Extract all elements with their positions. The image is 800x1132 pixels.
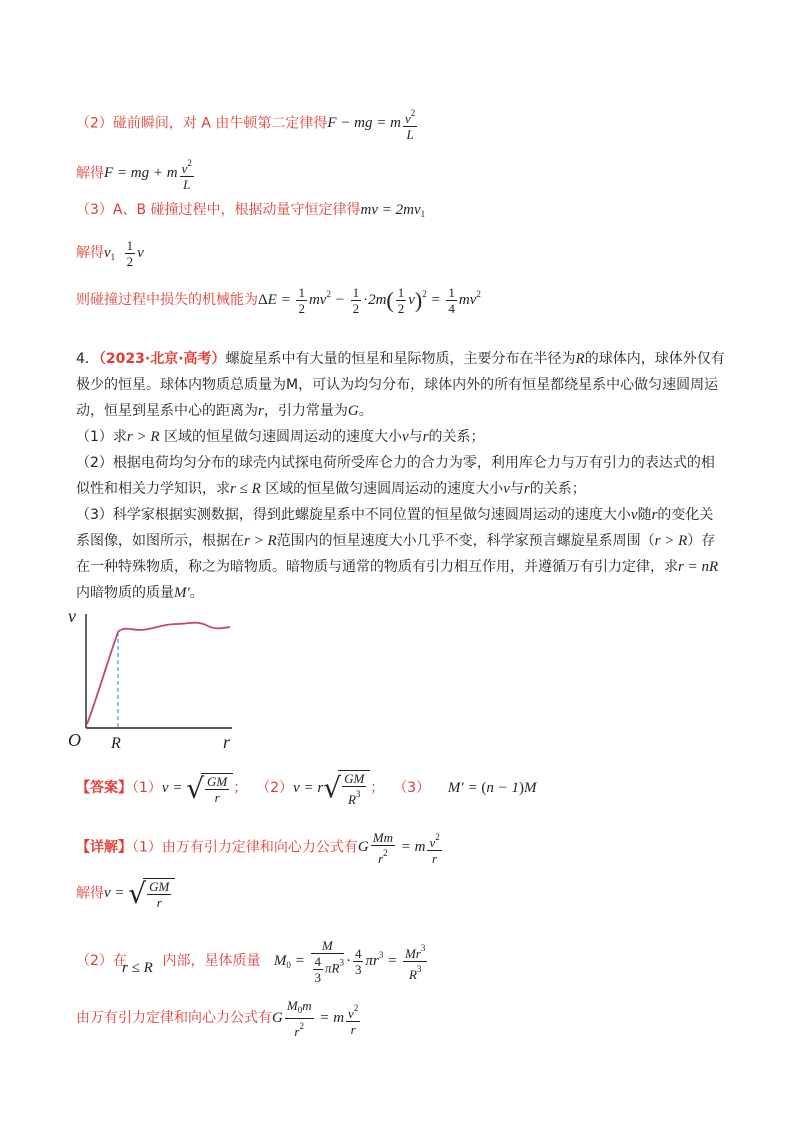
q4-sub3-line3	[76, 554, 736, 580]
q4-sub3-line4b: 。	[189, 585, 204, 601]
q4-sub3-line1a: （3）科学家根据实测数据，得到此螺旋星系中不同位置的恒星做匀速圆周运动的速度大小	[76, 507, 631, 523]
math-r-gt-R: r > R	[126, 429, 160, 445]
detail-p3: 由万有引力定律和向心力公式有	[76, 1009, 272, 1026]
q4-sub1d: 的关系；	[428, 429, 485, 445]
detail-p2b: 内部，星体质量	[162, 952, 261, 969]
answer-sep: ；	[370, 779, 385, 796]
detail-p2-condition: r ≤ R	[122, 960, 153, 976]
answer-sep: ；	[233, 779, 248, 796]
q4-stem-1b: 的球体内，球体外仅有	[584, 351, 725, 367]
math-R: R	[575, 351, 585, 367]
detail-line-3	[76, 998, 362, 1039]
q4-stem-3c: 。	[358, 403, 373, 419]
answer-formula-2: v = r√ $\frac{GM}{R^3}$	[293, 780, 370, 796]
part2-line	[76, 106, 419, 142]
solve-label: 解得	[76, 244, 104, 261]
q4-sub1a: （1）求	[76, 429, 127, 445]
q4-line-2: 极少的恒星。球体内物质总质量为M，可认为均匀分布，球体内外的所有恒星都绕星系中心做匀速圆周运	[76, 377, 719, 393]
q4-stem-1: 螺旋星系中有大量的恒星和星际物质，主要分布在半径为	[225, 351, 576, 367]
q4-sub2-line2b: 区域的恒星做匀速圆周运动的速度大小	[265, 481, 504, 497]
q4-stem-3a: 动，恒星到星系中心的距离为	[76, 403, 258, 419]
question-number: 4．	[76, 351, 99, 367]
velocity-radius-graph	[66, 606, 246, 756]
solve-label: 解得	[76, 165, 104, 182]
answer-p1: （1）	[132, 779, 162, 796]
q4-line-1	[76, 346, 736, 372]
math-v: v	[402, 429, 409, 445]
answer-p3: （3）	[393, 779, 431, 796]
detail-solve-line	[76, 878, 175, 910]
question-4	[76, 346, 736, 606]
momentum-formula: mv = $2mv_1$	[360, 202, 426, 219]
R-tick-label: R	[111, 735, 121, 752]
math-r: r	[523, 481, 530, 497]
q4-sub2-line2c: 与	[509, 481, 524, 497]
q4-sub3-line2a: 系图像，如图所示，根据在	[76, 533, 244, 549]
detail-solve-formula: v = √ $\frac{GM}{r}$	[104, 885, 175, 901]
energy-loss-text: 则碰撞过程中损失的机械能为	[76, 292, 258, 308]
q4-sub3-line4	[76, 580, 736, 606]
q4-sub3-line1	[76, 502, 736, 528]
math-r: r	[651, 507, 658, 523]
math-r: r	[258, 403, 264, 419]
answer-formula-3: M′ = (n − 1)M	[447, 779, 537, 796]
q4-stem-3b: ，引力常量为	[263, 403, 348, 419]
q4-sub3-line3a: 在一种特殊物质，称之为暗物质。暗物质与通常的物质有引力相互作用，并遵循万有引力定律，求	[76, 559, 678, 575]
detail-p1: （1）由万有引力定律和向心力公式有	[132, 839, 358, 856]
q4-sub2-line2d: 的关系；	[529, 481, 586, 497]
math-M-prime: M′	[174, 585, 190, 601]
v1-formula: $v_1$ $\frac{1}{2}$ v	[104, 238, 144, 269]
part2-result-formula: F = mg + m $\frac{v^2}{L}$	[104, 158, 192, 192]
q4-sub1b: 区域的恒星做匀速圆周运动的速度大小	[164, 429, 402, 445]
part2-text: （2）碰前瞬间，对 A 由牛顿第二定律得	[76, 115, 328, 132]
q4-line-3	[76, 398, 736, 424]
q4-sub3-line1b: 随	[637, 507, 652, 523]
energy-loss-line	[76, 284, 481, 316]
detail-tag: 【详解】	[76, 839, 132, 856]
math-G: G	[347, 403, 359, 419]
q4-sub3-line2	[76, 528, 736, 554]
q4-sub2-line2a: 似性和相关力学知识，求	[76, 481, 230, 497]
part3-solve-line	[76, 238, 144, 269]
v-axis-label: v	[68, 606, 76, 626]
math-v: v	[630, 507, 638, 523]
q4-sub3-line4a: 内暗物质的质量	[76, 585, 174, 601]
answer-line	[76, 770, 536, 807]
q4-sub1	[76, 424, 736, 450]
detail-formula-3: G $\frac{M_0m}{r^2}$ = m $\frac{v^2}{r}$	[272, 998, 359, 1039]
detail-formula-1: G $\frac{Mm}{r^2}$ = m $\frac{v^2}{r}$	[357, 830, 440, 866]
origin-label: O	[68, 730, 81, 750]
math-v: v	[503, 481, 510, 497]
question-source: （2023·北京·高考）	[98, 351, 226, 367]
q4-sub3-line2b: 范围内的恒星速度大小几乎不变，科学家预言螺旋星系周围（	[276, 533, 655, 549]
part2-formula: F − mg = m $\frac{v^2}{L}$	[327, 108, 416, 142]
math-r-gt-R: r > R	[654, 533, 688, 549]
q4-sub1c: 与	[408, 429, 423, 445]
solve-label: 解得	[76, 885, 104, 902]
answer-formula-1: v = √ $\frac{GM}{r}$	[162, 780, 233, 796]
q4-sub2-line1: （2）根据电荷均匀分布的球壳内试探电荷所受库仑力的合力为零，利用库仑力与万有引力的表达式的相	[76, 455, 715, 471]
part3-text: （3）A、B 碰撞过程中，根据动量守恒定律得	[76, 202, 361, 218]
detail-p2a: （2）在	[76, 952, 127, 969]
part3-line	[76, 200, 425, 224]
part2-solve-line	[76, 156, 196, 192]
velocity-curve	[87, 623, 230, 724]
detail-line-1	[76, 830, 444, 866]
q4-sub3-line1c: 的变化关	[657, 507, 714, 523]
answer-tag: 【答案】	[76, 779, 132, 796]
r-axis-label: r	[223, 732, 231, 752]
detail-mass-formula: $M_0$ = M $\frac{4}{3}$ $\pi R^3$ · $\frac{4}{3}$ $\pi r^3$ = $\frac{Mr^3}{R^3}$	[273, 938, 426, 985]
answer-p2: （2）	[256, 779, 294, 796]
math-r-gt-R: r > R	[244, 533, 277, 549]
math-r: r	[422, 429, 429, 445]
q4-sub2-line2	[76, 476, 736, 502]
q4-sub3-line2c: ）存	[687, 533, 716, 549]
math-r-le-R: r ≤ R	[230, 481, 261, 497]
math-r-eq-nR: r = nR	[678, 559, 719, 575]
energy-loss-formula: ΔE = $\frac{1}{2}$ $mv^2$ − $\frac{1}{2}$ ·2m( $\frac{1}{2}$ v)$^2$ = $\frac{1}{4}$ $mv^2$	[258, 285, 481, 317]
